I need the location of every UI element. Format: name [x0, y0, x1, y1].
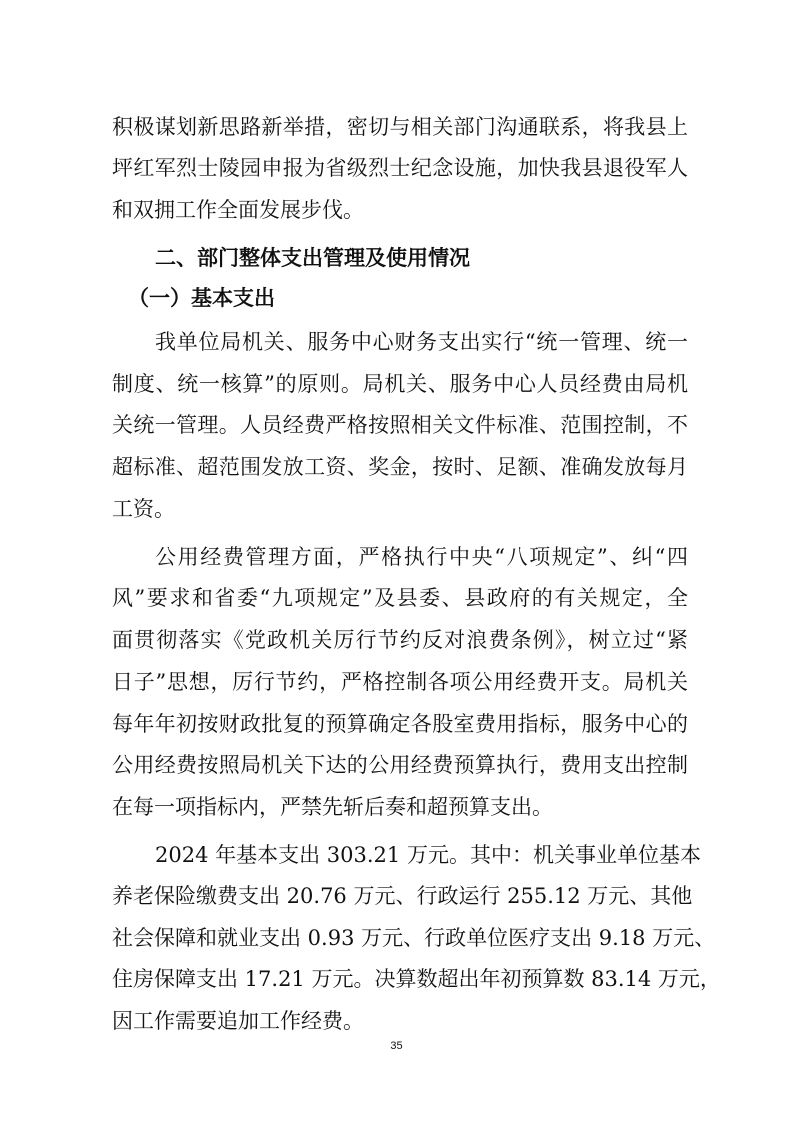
text-line: 坪红军烈士陵园申报为省级烈士纪念设施，加快我县退役军人	[112, 156, 688, 180]
text-line: 风”要求和省委“九项规定”及县委、县政府的有关规定，全	[112, 586, 688, 610]
text-line: 公用经费按照局机关下达的公用经费预算执行，费用支出控制	[112, 753, 688, 777]
text-line: 关统一管理。人员经费严格按照相关文件标准、范围控制，不	[112, 413, 688, 437]
text-line: 在每一项指标内，严禁先斩后奏和超预算支出。	[112, 795, 553, 819]
text-line: 工资。	[112, 497, 175, 521]
text-line: 住房保障支出 17.21 万元。决算数超出年初预算数 83.14 万元，	[112, 967, 721, 991]
text-line: 社会保障和就业支出 0.93 万元、行政单位医疗支出 9.18 万元、	[112, 926, 716, 950]
text-line: 每年年初按财政批复的预算确定各股室费用指标，服务中心的	[112, 712, 688, 736]
text-line: 积极谋划新思路新举措，密切与相关部门沟通联系，将我县上	[112, 115, 688, 139]
text-line: 制度、统一核算”的原则。局机关、服务中心人员经费由局机	[112, 372, 688, 396]
text-line: 和双拥工作全面发展步伐。	[112, 198, 364, 222]
page-number: 35	[390, 1040, 403, 1052]
section-heading: 二、部门整体支出管理及使用情况	[155, 246, 470, 270]
text-line: 我单位局机关、服务中心财务支出实行“统一管理、统一	[155, 330, 688, 354]
text-line: 超标准、超范围发放工资、奖金，按时、足额、准确发放每月	[112, 455, 688, 479]
text-line: 面贯彻落实《党政机关厉行节约反对浪费条例》，树立过“紧	[112, 628, 688, 652]
text-line: 2024 年基本支出 303.21 万元。其中：机关事业单位基本	[155, 843, 701, 867]
text-line: 养老保险缴费支出 20.76 万元、行政运行 255.12 万元、其他	[112, 884, 693, 908]
text-line: 日子”思想，厉行节约，严格控制各项公用经费开支。局机关	[112, 670, 688, 694]
text-line: 因工作需要追加工作经费。	[112, 1009, 364, 1033]
text-line: 公用经费管理方面，严格执行中央“八项规定”、纠“四	[155, 545, 688, 569]
subsection-heading: （一）基本支出	[128, 286, 275, 310]
